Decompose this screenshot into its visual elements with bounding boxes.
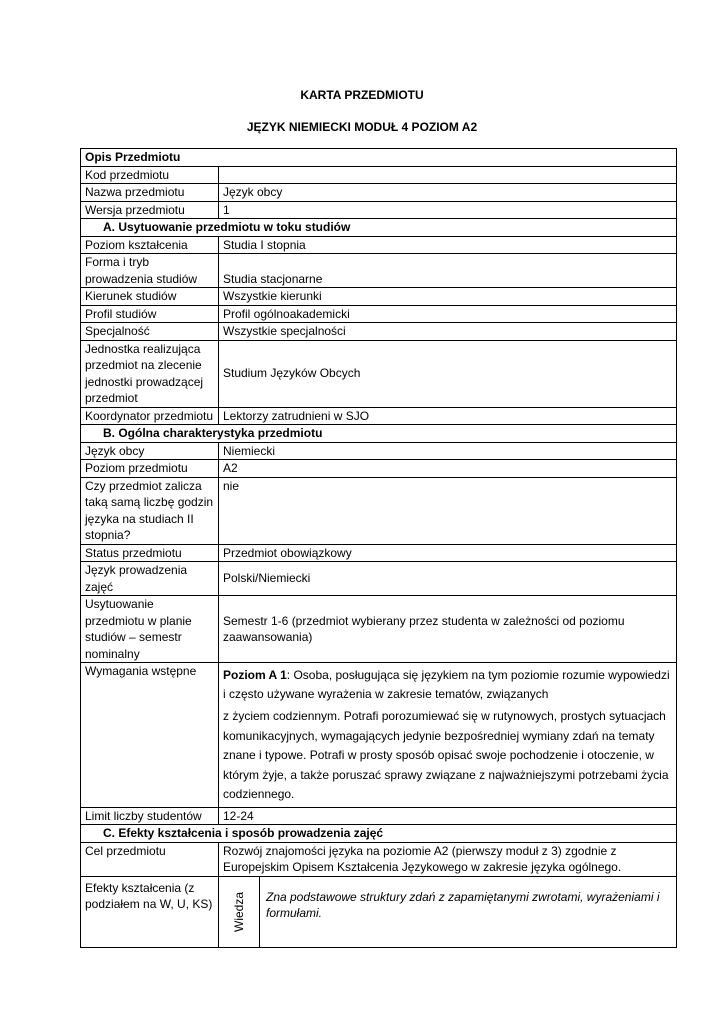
row-label: Poziom kształcenia: [81, 236, 219, 254]
table-row: [81, 825, 677, 843]
table-row: [81, 340, 677, 407]
outcome-category-label: Wiedza: [231, 891, 246, 932]
outcome-category-cell: [219, 877, 260, 947]
table-row: [81, 876, 677, 947]
row-label: Efekty kształcenia (z podziałem na W, U, KS): [81, 876, 219, 947]
row-value: Semestr 1-6 (przedmiot wybierany przez studenta w zależności od poziomu zaawansowania): [219, 596, 677, 663]
table-row: [81, 288, 677, 306]
row-value: A2: [219, 460, 677, 478]
row-label: Limit liczby studentów: [81, 807, 219, 825]
table-row: [81, 201, 677, 219]
row-value: 1: [219, 201, 677, 219]
table-row: [81, 166, 677, 184]
row-label: Jednostka realizująca przedmiot na zlecenie jednostki prowadzącej przedmiot: [81, 340, 219, 407]
section-heading-a: A. Usytuowanie przedmiotu w toku studiów: [81, 219, 677, 237]
row-label: Forma i tryb prowadzenia studiów: [81, 254, 219, 288]
table-row: [81, 407, 677, 425]
prerequisites-text-1: : Osoba, posługująca się językiem na tym poziomie rozumie wypowiedzi i często używane wyrażenia w zakresie tematów, związanych: [223, 668, 670, 701]
table-row: [81, 323, 677, 341]
table-row: [81, 562, 677, 596]
course-title: JĘZYK NIEMIECKI MODUŁ 4 POZIOM A2: [246, 120, 478, 134]
section-heading-opis: Opis Przedmiotu: [81, 149, 677, 167]
row-label: Koordynator przedmiotu: [81, 407, 219, 425]
row-value: Profil ogólnoakademicki: [219, 305, 677, 323]
row-label: Specjalność: [81, 323, 219, 341]
row-value: Rozwój znajomości języka na poziomie A2 (pierwszy moduł z 3) zgodnie z Europejskim Opisem Kształcenia Językowego w zakresie języka ogólnego.: [219, 842, 677, 876]
row-label: Poziom przedmiotu: [81, 460, 219, 478]
row-value: Wszystkie kierunki: [219, 288, 677, 306]
row-label: Wymagania wstępne: [81, 663, 219, 808]
table-row: [81, 663, 677, 808]
row-value: Lektorzy zatrudnieni w SJO: [219, 407, 677, 425]
prerequisites-level: Poziom A 1: [223, 668, 287, 682]
row-value: Studia I stopnia: [219, 236, 677, 254]
document-title: KARTA PRZEDMIOTU: [300, 88, 424, 102]
table-row: [81, 596, 677, 663]
table-row: [81, 219, 677, 237]
table-row: [81, 442, 677, 460]
row-label: Język obcy: [81, 442, 219, 460]
section-heading-c: C. Efekty kształcenia i sposób prowadzenia zajęć: [81, 825, 677, 843]
table-row: [81, 425, 677, 443]
row-label: Status przedmiotu: [81, 544, 219, 562]
row-value: Język obcy: [219, 184, 677, 202]
table-row: [81, 807, 677, 825]
row-value: nie: [219, 477, 677, 544]
row-label: Język prowadzenia zajęć: [81, 562, 219, 596]
table-row: [81, 305, 677, 323]
section-heading-b: B. Ogólna charakterystyka przedmiotu: [81, 425, 677, 443]
table-row: [81, 544, 677, 562]
course-card-table: [80, 148, 677, 948]
row-value: Przedmiot obowiązkowy: [219, 544, 677, 562]
row-value: Studium Języków Obcych: [219, 340, 677, 407]
row-value: Polski/Niemiecki: [219, 562, 677, 596]
table-row: [81, 254, 677, 288]
table-row: [81, 842, 677, 876]
table-row: [81, 184, 677, 202]
row-label: Usytuowanie przedmiotu w planie studiów – semestr nominalny: [81, 596, 219, 663]
row-value: 12-24: [219, 807, 677, 825]
table-row: [81, 477, 677, 544]
row-value: [219, 166, 677, 184]
table-row: [81, 149, 677, 167]
row-label: Profil studiów: [81, 305, 219, 323]
row-value: Wszystkie specjalności: [219, 323, 677, 341]
prerequisites-cell: [219, 663, 677, 808]
row-label: Kod przedmiotu: [81, 166, 219, 184]
table-row: [81, 236, 677, 254]
row-label: Kierunek studiów: [81, 288, 219, 306]
row-label: Wersja przedmiotu: [81, 201, 219, 219]
row-label: Cel przedmiotu: [81, 842, 219, 876]
row-label: Nazwa przedmiotu: [81, 184, 219, 202]
outcome-description: Zna podstawowe struktury zdań z zapamiętanymi zwrotami, wyrażeniami i formułami.: [266, 889, 660, 920]
row-value: Niemiecki: [219, 442, 677, 460]
prerequisites-text-2: z życiem codziennym. Potrafi porozumiewać się w rutynowych, prostych sytuacjach komunikacyjnych, wymagających jedynie bezpośredniej wymiany zdań na tematy znane i typowe. Potrafi w prosty sposób opisać swoje pochodzenie i otoczenie, w którym żyje, a także poruszać sprawy związane z najważniejszymi potrzebami życia codziennego.: [223, 709, 669, 801]
row-label: Czy przedmiot zalicza taką samą liczbę godzin języka na studiach II stopnia?: [81, 477, 219, 544]
learning-outcomes-cell: [219, 876, 677, 947]
table-row: [81, 460, 677, 478]
row-value: Studia stacjonarne: [219, 254, 677, 288]
